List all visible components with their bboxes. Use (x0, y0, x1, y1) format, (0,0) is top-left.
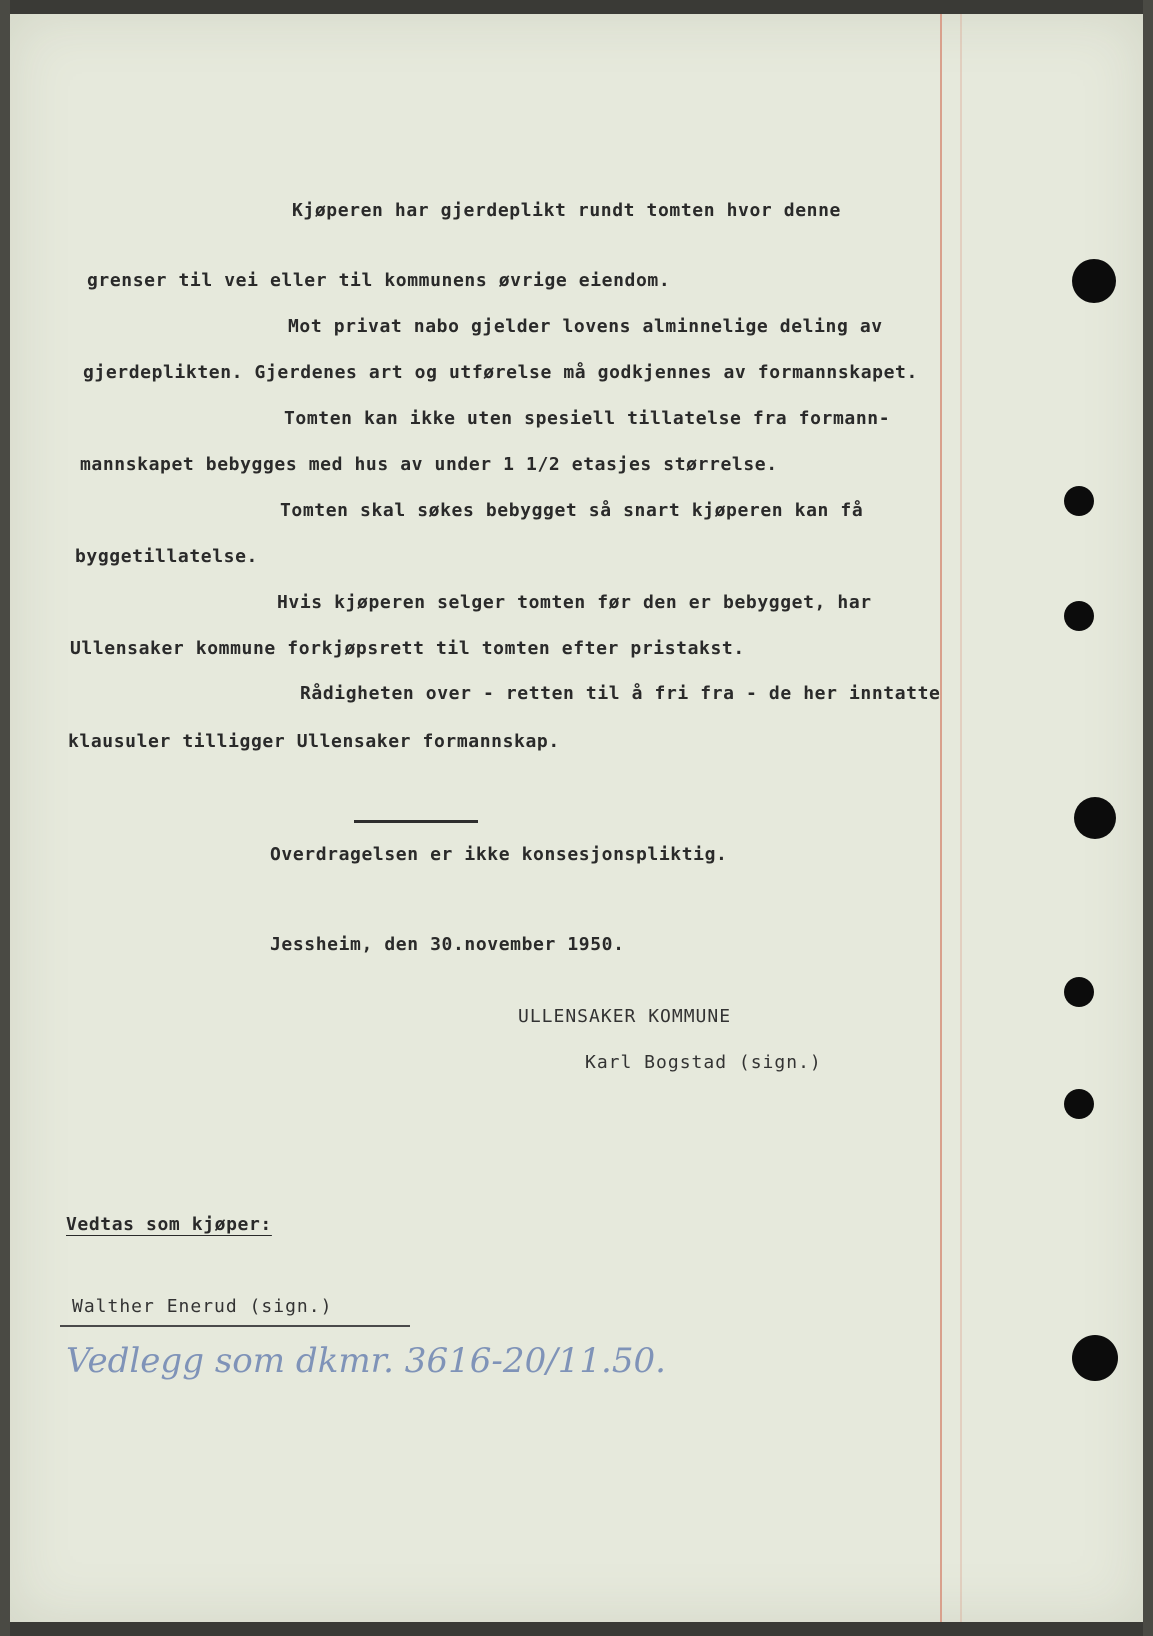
section-divider (354, 820, 478, 823)
paragraph-line: Tomten kan ikke uten spesiell tillatelse fra formann- (284, 408, 891, 429)
punch-hole (1064, 601, 1094, 631)
signature-underline (60, 1325, 410, 1327)
punch-hole (1064, 977, 1094, 1007)
scan-border-right (1143, 0, 1153, 1636)
paragraph-line: Mot privat nabo gjelder lovens alminnelige deling av (288, 316, 883, 337)
paragraph-line: grenser til vei eller til kommunens øvrige eiendom. (87, 270, 671, 291)
concession-statement: Overdragelsen er ikke konsesjonspliktig. (270, 844, 728, 865)
punch-hole (1064, 1089, 1094, 1119)
punch-hole (1072, 1335, 1118, 1381)
buyer-acceptance-heading: Vedtas som kjøper: (66, 1214, 272, 1235)
paragraph-line: Tomten skal søkes bebygget så snart kjøperen kan få (280, 500, 864, 521)
scan-border-left (0, 0, 10, 1636)
buyer-signatory: Walther Enerud (sign.) (72, 1296, 333, 1317)
paragraph-line: klausuler tilligger Ullensaker formannskap. (68, 731, 560, 752)
issuer-signatory: Karl Bogstad (sign.) (585, 1052, 822, 1073)
paragraph-line: Rådigheten over - retten til å fri fra - de her inntatte (300, 683, 941, 704)
punch-hole (1072, 259, 1116, 303)
margin-line-faint (960, 14, 962, 1622)
place-and-date: Jessheim, den 30.november 1950. (270, 934, 625, 955)
issuer-name: ULLENSAKER KOMMUNE (518, 1006, 732, 1027)
scan-border-bottom (0, 1622, 1153, 1636)
handwritten-annotation-text: Vedlegg som dkmr. 3616-20/11.50. (66, 1341, 666, 1381)
punch-hole (1064, 486, 1094, 516)
paragraph-line: Ullensaker kommune forkjøpsrett til tomten efter pristakst. (70, 638, 745, 659)
paragraph-line: Hvis kjøperen selger tomten før den er bebygget, har (277, 592, 872, 613)
margin-line (940, 14, 942, 1622)
paragraph-line: Kjøperen har gjerdeplikt rundt tomten hvor denne (292, 200, 841, 221)
scan-border-top (0, 0, 1153, 14)
paragraph-line: gjerdeplikten. Gjerdenes art og utførelse må godkjennes av formannskapet. (83, 362, 918, 383)
punch-hole (1074, 797, 1116, 839)
paragraph-line: mannskapet bebygges med hus av under 1 1/2 etasjes størrelse. (80, 454, 778, 475)
paragraph-line: byggetillatelse. (75, 546, 258, 567)
handwritten-annotation (66, 1330, 666, 1390)
